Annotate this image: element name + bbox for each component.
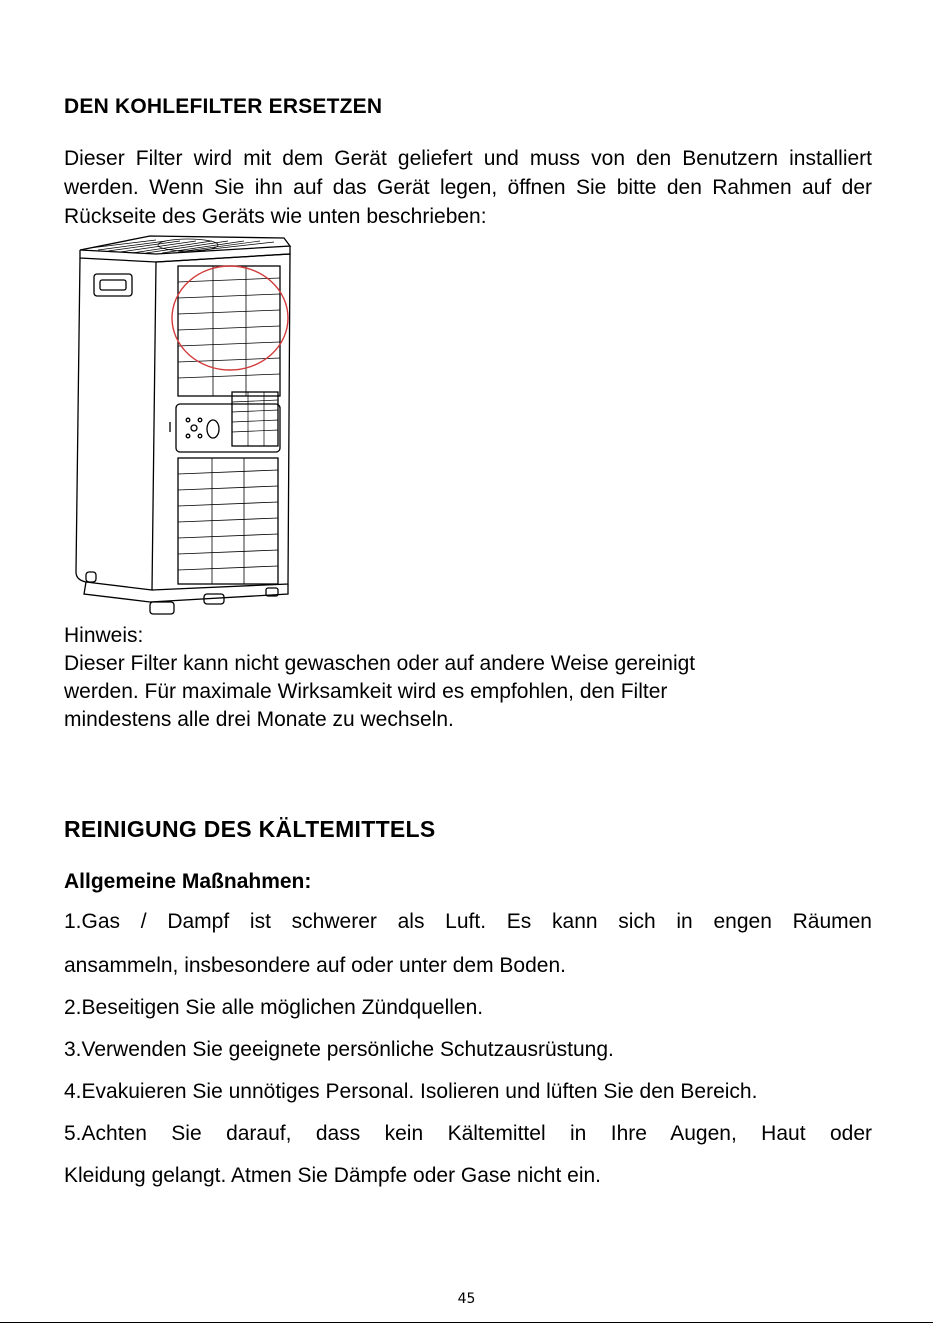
- note-line-1: Dieser Filter kann nicht gewaschen oder auf andere Weise gereinigt: [64, 652, 696, 675]
- section-heading-carbon-filter: DEN KOHLEFILTER ERSETZEN: [64, 95, 383, 118]
- measure-line-1: 1.Gas / Dampf ist schwerer als Luft. Es kann sich in engen Räumen: [64, 910, 872, 933]
- measure-line-5: 4.Evakuieren Sie unnötiges Personal. Isolieren und lüften Sie den Bereich.: [64, 1080, 758, 1103]
- measure-line-7: Kleidung gelangt. Atmen Sie Dämpfe oder Gase nicht ein.: [64, 1164, 601, 1187]
- subheading-general-measures: Allgemeine Maßnahmen:: [64, 870, 312, 893]
- bottom-rule: [0, 1322, 933, 1323]
- note-label: Hinweis:: [64, 624, 144, 647]
- page-number: 45: [457, 1291, 476, 1307]
- note-line-2: werden. Für maximale Wirksamkeit wird es empfohlen, den Filter: [64, 680, 668, 703]
- intro-paragraph: Dieser Filter wird mit dem Gerät geliefert und muss von den Benutzern installiert werden. Wenn Sie ihn auf das Gerät legen, öffnen Sie bitte den Rahmen auf der Rückseite des Geräts wie unten beschrieben:: [64, 147, 872, 228]
- filter-highlight-circle: [172, 266, 288, 370]
- note-line-3: mindestens alle drei Monate zu wechseln.: [64, 708, 454, 731]
- measure-line-6: 5.Achten Sie darauf, dass kein Kältemittel in Ihre Augen, Haut oder: [64, 1122, 872, 1145]
- measure-line-2: ansammeln, insbesondere auf oder unter dem Boden.: [64, 954, 566, 977]
- measure-line-4: 3.Verwenden Sie geeignete persönliche Schutzausrüstung.: [64, 1038, 614, 1061]
- measure-line-3: 2.Beseitigen Sie alle möglichen Zündquellen.: [64, 996, 484, 1019]
- section-heading-refrigerant: REINIGUNG DES KÄLTEMITTELS: [64, 816, 436, 842]
- air-conditioner-illustration: [70, 232, 296, 620]
- air-conditioner-icon: [70, 232, 296, 620]
